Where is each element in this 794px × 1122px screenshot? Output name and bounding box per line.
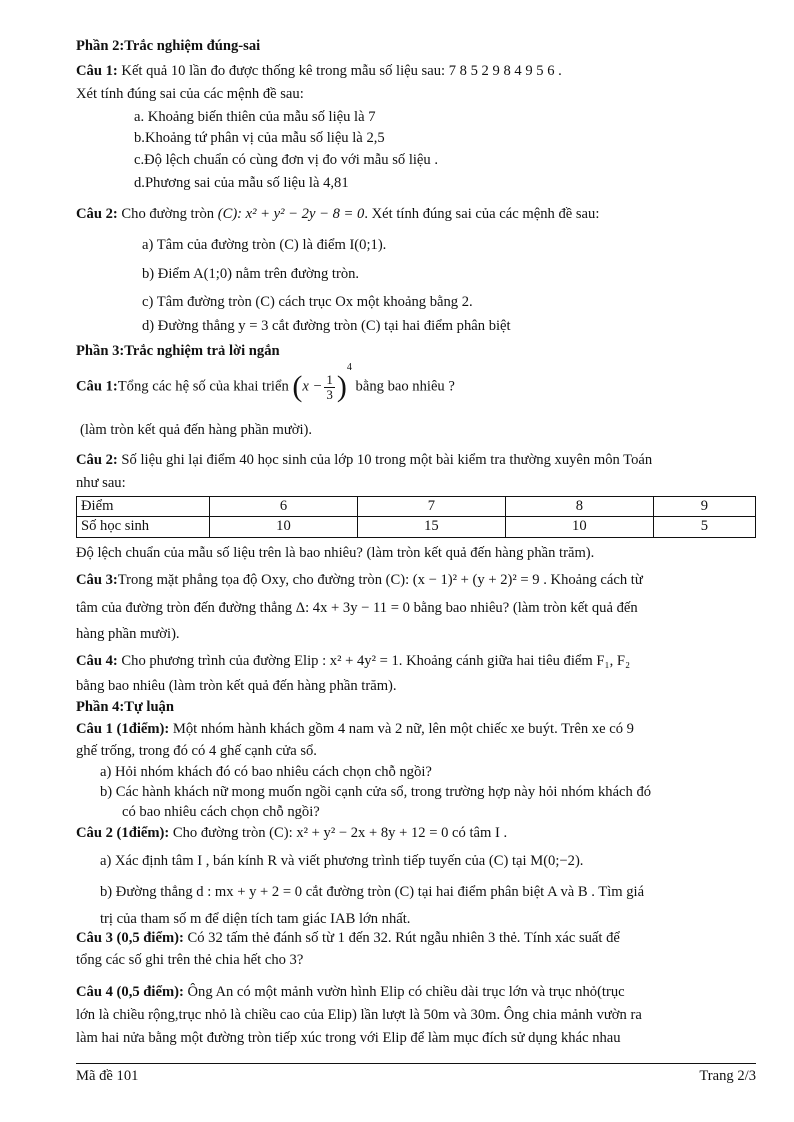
part3-q1-note: (làm tròn kết quả đến hàng phần mười). (80, 422, 313, 438)
table-cell: 10 (505, 517, 653, 537)
score-table (76, 496, 756, 538)
table-cell: 10 (210, 517, 358, 537)
part4-q4-line1: Câu 4 (0,5 điểm): Ông An có một mảnh vườn hình Elip có chiều dài trục lớn và trục nhỏ(trục (76, 984, 625, 1000)
part2-q1-instruction: Xét tính đúng sai của các mệnh đề sau: (76, 86, 304, 102)
part2-q1-b: b.Khoảng tứ phân vị của mẫu số liệu là 2,5 (134, 130, 385, 146)
part2-q2-c: c) Tâm đường tròn (C) cách trục Ox một khoảng bằng 2. (142, 294, 473, 310)
table-cell: 9 (653, 497, 755, 517)
part2-heading: Phần 2:Trắc nghiệm đúng-sai (76, 38, 261, 54)
part4-q2-b2: trị của tham số m để diện tích tam giác IAB lớn nhất. (100, 911, 411, 927)
part2-q1-a: a. Khoảng biến thiên của mẫu số liệu là 7 (134, 109, 376, 125)
table-cell: 8 (505, 497, 653, 517)
part3-q2-line: Câu 2: Số liệu ghi lại điểm 40 học sinh của lớp 10 trong một bài kiểm tra thường xuyên môn Toán (76, 452, 653, 468)
part2-q2-d: d) Đường thẳng y = 3 cắt đường tròn (C) tại hai điểm phân biệt (142, 318, 511, 334)
part3-q3-line1: Câu 3:Trong mặt phẳng tọa độ Oxy, cho đường tròn (C): (x − 1)² + (y + 2)² = 9 . Khoảng cách từ (76, 572, 643, 588)
part2-q2-b: b) Điểm A(1;0) nằm trên đường tròn. (142, 266, 360, 282)
part4-q4-line2: lớn là chiều rộng,trục nhỏ là chiều cao của Elip) lần lượt là 50m và 30m. Ông chia mảnh vườn ra (76, 1007, 642, 1023)
part4-q1-line1: Câu 1 (1điểm): Một nhóm hành khách gồm 4 nam và 2 nữ, lên một chiếc xe buýt. Trên xe có 9 (76, 721, 634, 737)
part4-q4-line3: làm hai nửa bằng một đường tròn tiếp xúc trong với Elip để làm mục đích sử dụng khác nhau (76, 1030, 621, 1046)
part4-q3-line1: Câu 3 (0,5 điểm): Có 32 tấm thẻ đánh số từ 1 đến 32. Rút ngẫu nhiên 3 thẻ. Tính xác suất để (76, 930, 620, 946)
part2-q2-line: Câu 2: Cho đường tròn (C): x² + y² − 2y − 8 = 0. Xét tính đúng sai của các mệnh đề sau: (76, 206, 600, 222)
part3-q4-line1: Câu 4: Cho phương trình của đường Elip : x² + 4y² = 1. Khoảng cánh giữa hai tiêu điểm F₁, F₂ (76, 653, 631, 669)
part3-q1-line: Câu 1:Tổng các hệ số của khai triển (x − $\frac{1}{3}$ )$^4$ bằng bao nhiêu ? (76, 362, 455, 403)
table-cell: 6 (210, 497, 358, 517)
part2-q1-d: d.Phương sai của mẫu số liệu là 4,81 (134, 175, 349, 191)
table-cell: Điểm (77, 497, 210, 517)
part2-q1-c: c.Độ lệch chuẩn có cùng đơn vị đo với mẫu số liệu . (134, 152, 438, 168)
table-row (77, 497, 756, 517)
part3-heading: Phần 3:Trắc nghiệm trả lời ngắn (76, 343, 280, 359)
part3-q2-question: Độ lệch chuẩn của mẫu số liệu trên là bao nhiêu? (làm tròn kết quả đến hàng phần trăm). (76, 545, 595, 561)
part4-q2-line1: Câu 2 (1điểm): Cho đường tròn (C): x² + y² − 2x + 8y + 12 = 0 có tâm I . (76, 825, 508, 841)
table-cell: 15 (357, 517, 505, 537)
part3-q3-line2: tâm của đường tròn đến đường thẳng Δ: 4x + 3y − 11 = 0 bằng bao nhiêu? (làm tròn kết quả đến (76, 600, 638, 616)
fraction: $\frac{1}{3}$ (326, 371, 333, 402)
footer-exam-code: Mã đề 101 (76, 1068, 139, 1084)
part4-q3-line2: tổng các số ghi trên thẻ chia hết cho 3? (76, 952, 304, 968)
table-cell: Số học sinh (77, 517, 210, 537)
table-cell: 7 (357, 497, 505, 517)
part4-heading: Phần 4:Tự luận (76, 699, 174, 715)
table-cell: 5 (653, 517, 755, 537)
part4-q2-a: a) Xác định tâm I , bán kính R và viết phương trình tiếp tuyến của (C) tại M(0;−2). (100, 853, 584, 869)
part2-q2-a: a) Tâm của đường tròn (C) là điểm I(0;1). (142, 237, 387, 253)
part4-q1-b1: b) Các hành khách nữ mong muốn ngồi cạnh cửa sổ, trong trường hợp này hỏi nhóm khách đó (100, 784, 652, 800)
table-row (77, 517, 756, 537)
part4-q1-line2: ghế trống, trong đó có 4 ghế cạnh cửa sổ. (76, 743, 317, 759)
part4-q1-b2: có bao nhiêu cách chọn chỗ ngồi? (122, 804, 320, 820)
part2-q1-line: Câu 1: Kết quả 10 lần đo được thống kê trong mẫu số liệu sau: 7 8 5 2 9 8 4 9 5 6 . (76, 63, 562, 79)
footer-page-number: Trang 2/3 (699, 1068, 756, 1084)
part3-q3-line3: hàng phần mười). (76, 626, 180, 642)
footer-divider (76, 1063, 756, 1064)
part4-q2-b1: b) Đường thẳng d : mx + y + 2 = 0 cắt đường tròn (C) tại hai điểm phân biệt A và B . Tìm giá (100, 884, 645, 900)
part4-q1-a: a) Hỏi nhóm khách đó có bao nhiêu cách chọn chỗ ngồi? (100, 764, 432, 780)
part3-q2-line2: như sau: (76, 475, 126, 491)
part3-q4-line2: bằng bao nhiêu (làm tròn kết quả đến hàng phần trăm). (76, 678, 397, 694)
